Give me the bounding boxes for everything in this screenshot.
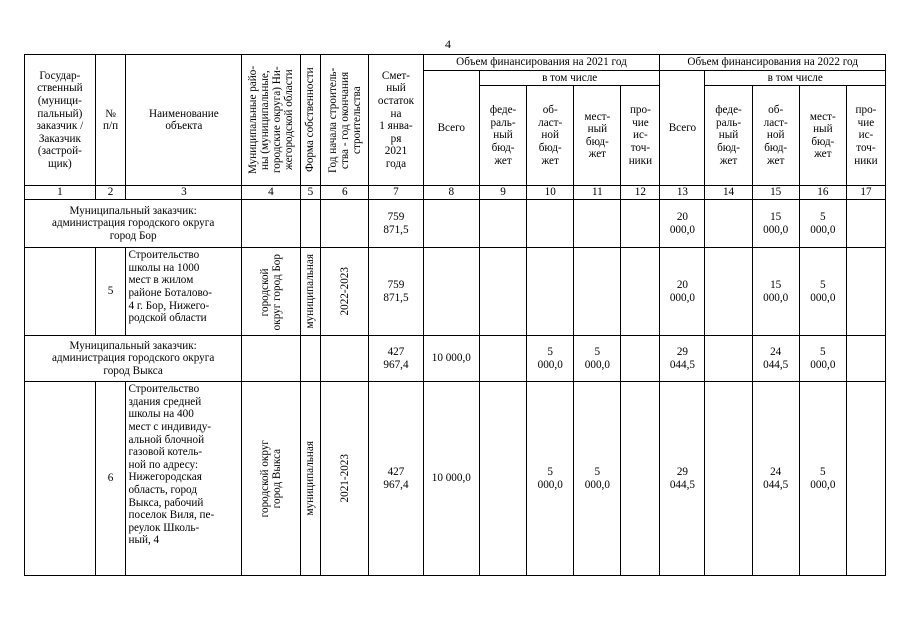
column-number: 6 [321,186,369,200]
column-number: 9 [479,186,526,200]
column-numbers-row [25,186,886,200]
header-total-2022: Всего [660,70,705,186]
fed-2021-value [479,336,526,382]
header-local-2021: мест- ный бюд- жет [574,86,621,186]
page-number: 4 [445,37,451,51]
reg-2022-value: 15 000,0 [752,200,799,248]
object-years: 2022-2023 [321,248,369,336]
loc-2021-value: 5 000,0 [574,336,621,382]
reg-2021-value: 5 000,0 [527,382,574,576]
reg-2021-value [527,248,574,336]
estimate-balance: 759 871,5 [369,248,423,336]
total-2021-value: 10 000,0 [423,336,479,382]
header-number: № п/п [95,55,126,186]
reg-2021-value [527,200,574,248]
customer-cell [25,248,96,336]
column-number: 1 [25,186,96,200]
header-regional-2021: об- ласт- ной бюд- жет [527,86,574,186]
object-number: 6 [95,382,126,576]
column-number: 12 [621,186,660,200]
column-number: 17 [846,186,885,200]
reg-2022-value: 15 000,0 [752,248,799,336]
district-cell [242,336,300,382]
reg-2022-value: 24 044,5 [752,382,799,576]
fed-2022-value [705,200,752,248]
header-district: Муниципальные райо- ны (муниципальные, городские округа) Ни- жегородской области [242,55,300,186]
estimate-balance: 427 967,4 [369,336,423,382]
header-other-2022: про- чие ис- точ- ники [846,86,885,186]
loc-2021-value: 5 000,0 [574,382,621,576]
years-cell [321,200,369,248]
header-years: Год начала строитель- ства - год окончания строительства [321,55,369,186]
total-2021-value [423,200,479,248]
column-number: 4 [242,186,300,200]
loc-2022-value: 5 000,0 [799,382,846,576]
total-2022-value: 20 000,0 [660,248,705,336]
loc-2022-value: 5 000,0 [799,200,846,248]
header-other-2021: про- чие ис- точ- ники [621,86,660,186]
oth-2022-value [846,336,885,382]
object-district: городской округ город Бор [242,248,300,336]
header-object-name: Наименование объекта [126,55,242,186]
loc-2021-value [574,248,621,336]
header-fin-2021: Объем финансирования на 2021 год [423,55,660,71]
header-local-2022: мест- ный бюд- жет [799,86,846,186]
customer-cell [25,382,96,576]
customer-group-row [25,336,886,382]
fed-2022-value [705,248,752,336]
reg-2022-value: 24 044,5 [752,336,799,382]
oth-2022-value [846,248,885,336]
column-number: 2 [95,186,126,200]
column-number: 11 [574,186,621,200]
header-total-2021: Всего [423,70,479,186]
ownership-cell [300,336,320,382]
object-years: 2021-2023 [321,382,369,576]
object-row [25,248,886,336]
fed-2021-value [479,200,526,248]
customer-group-row [25,200,886,248]
header-fin-2022: Объем финансирования на 2022 год [660,55,886,71]
object-name: Строительство здания средней школы на 400 мест с индивиду- альной блочной газовой котель- ной по адресу: Нижегородская область, город Выкса, рабочий поселок Виля, пе- реулок Школь- ный, 4 [126,382,242,576]
header-including-2022: в том числе [705,70,886,86]
estimate-balance: 427 967,4 [369,382,423,576]
oth-2021-value [621,200,660,248]
estimate-balance: 759 871,5 [369,200,423,248]
district-cell [242,200,300,248]
header-customer: Государ- ственный (муници- пальный) заказчик / Заказчик (застрой- щик) [25,55,96,186]
header-regional-2022: об- ласт- ной бюд- жет [752,86,799,186]
oth-2021-value [621,382,660,576]
fed-2021-value [479,248,526,336]
total-2021-value: 10 000,0 [423,382,479,576]
column-number: 5 [300,186,320,200]
ownership-cell [300,200,320,248]
total-2022-value: 29 044,5 [660,336,705,382]
years-cell [321,336,369,382]
fed-2022-value [705,336,752,382]
column-number: 16 [799,186,846,200]
object-ownership: муниципальная [300,248,320,336]
object-district: городской округ город Выкса [242,382,300,576]
object-name: Строительство школы на 1000 мест в жилом районе Боталово- 4 г. Бор, Нижего- родской области [126,248,242,336]
column-number: 8 [423,186,479,200]
total-2021-value [423,248,479,336]
oth-2022-value [846,200,885,248]
customer-name: Муниципальный заказчик: администрация городского округа город Выкса [25,336,242,382]
header-estimate: Смет- ный остаток на 1 янва- ря 2021 года [369,55,423,186]
loc-2021-value [574,200,621,248]
header-ownership: Форма собственности [300,55,320,186]
total-2022-value: 20 000,0 [660,200,705,248]
loc-2022-value: 5 000,0 [799,336,846,382]
header-federal-2021: феде- раль- ный бюд- жет [479,86,526,186]
oth-2021-value [621,336,660,382]
header-federal-2022: феде- раль- ный бюд- жет [705,86,752,186]
oth-2021-value [621,248,660,336]
column-number: 3 [126,186,242,200]
object-ownership: муниципальная [300,382,320,576]
column-number: 7 [369,186,423,200]
loc-2022-value: 5 000,0 [799,248,846,336]
reg-2021-value: 5 000,0 [527,336,574,382]
customer-name: Муниципальный заказчик: администрация городского округа город Бор [25,200,242,248]
total-2022-value: 29 044,5 [660,382,705,576]
object-row [25,382,886,576]
fed-2021-value [479,382,526,576]
column-number: 15 [752,186,799,200]
column-number: 14 [705,186,752,200]
financing-table [24,54,886,576]
oth-2022-value [846,382,885,576]
column-number: 13 [660,186,705,200]
fed-2022-value [705,382,752,576]
column-number: 10 [527,186,574,200]
header-including-2021: в том числе [479,70,659,86]
object-number: 5 [95,248,126,336]
